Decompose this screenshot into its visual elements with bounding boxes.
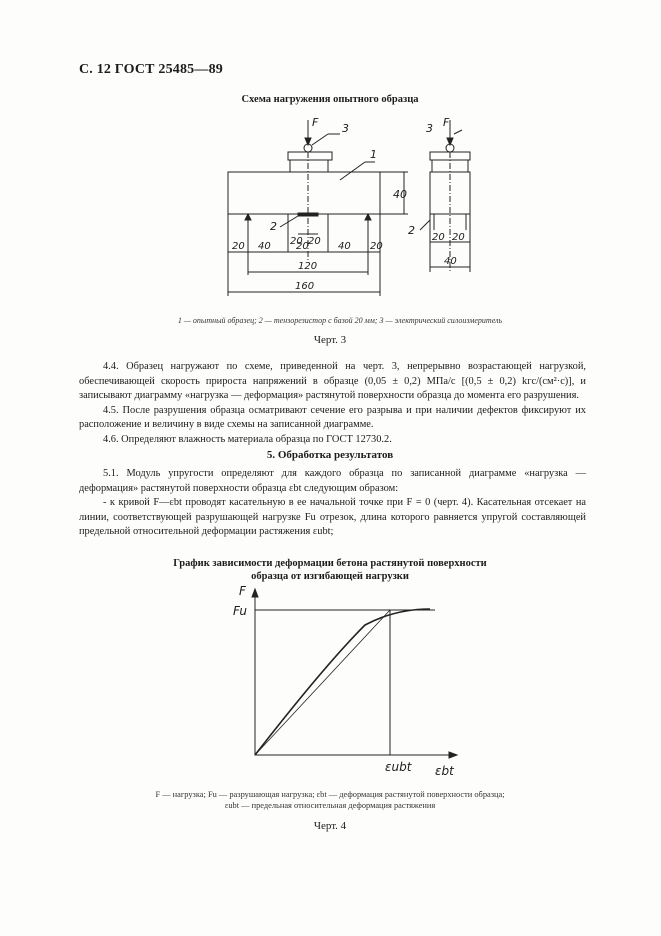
figure-4-title-1: График зависимости деформации бетона растянутой поверхности xyxy=(173,558,487,569)
figure-4-legend-2: εubt — предельная относительная деформация растяжения xyxy=(224,801,436,810)
figure-4-legend xyxy=(120,789,540,811)
fu-label: Fu xyxy=(233,604,248,618)
dim-20b: 20 xyxy=(308,236,321,247)
dim-40-side: 40 xyxy=(444,256,457,267)
paragraph-4-6: 4.6. Определяют влажность материала образца по ГОСТ 12730.2. xyxy=(103,433,392,445)
dim-20c: 20 xyxy=(232,241,245,252)
specimen-beam xyxy=(228,172,380,214)
label-3: 3 xyxy=(342,122,349,135)
strain-gauge xyxy=(298,213,318,216)
label-3-side: 3 xyxy=(426,122,433,135)
section-5-title: 5. Обработка результатов xyxy=(266,449,394,461)
dim-20d: 20 xyxy=(296,241,309,252)
axis-x-label: εbt xyxy=(435,764,454,778)
paragraph-5-1b: - к кривой F—εbt проводят касательную в ее начальной точке при F = 0 (черт. 4). Касательная отсекает на линии, соответствующей разрушающей нагрузке Fu отрезок, длина которого равняется упругой составляющей предельной относительной деформации растяжения εubt; xyxy=(79,497,586,537)
dim-20a: 20 xyxy=(290,236,303,247)
figure-4-title-2: образца от изгибающей нагрузки xyxy=(251,571,409,582)
dim-20e: 20 xyxy=(370,241,383,252)
section-5-body xyxy=(79,467,586,540)
page-header: С. 12 ГОСТ 25485—89 xyxy=(79,62,223,77)
dim-20-side-a: 20 xyxy=(432,232,445,243)
dim-40: 40 xyxy=(393,188,407,201)
figure-4-caption: Черт. 4 xyxy=(313,820,347,832)
label-2-side: 2 xyxy=(408,224,415,237)
dim-120: 120 xyxy=(298,261,318,272)
paragraphs-4 xyxy=(79,360,586,447)
paragraph-4-5: 4.5. После разрушения образца осматривают сечение его разрыва и при наличии дефектов фиксируют их расположение и величину в виде схемы на записанной диаграмме. xyxy=(79,404,586,430)
eubt-label: εubt xyxy=(385,760,412,774)
label-force: F xyxy=(312,116,319,129)
figure-4-legend-1: F — нагрузка; Fu — разрушающая нагрузка; εbt — деформация растянутой поверхности образца; xyxy=(155,790,505,799)
dim-160: 160 xyxy=(295,281,315,292)
tangent-line xyxy=(255,610,390,755)
figure-3-legend: 1 — опытный образец; 2 — тензорезистор с базой 20 мм; 3 — электрический силоизмеритель xyxy=(177,316,503,325)
figure-3-caption: Черт. 3 xyxy=(313,334,347,346)
paragraph-5-1: 5.1. Модуль упругости определяют для каждого образца по записанной диаграмме «нагрузка — деформация» растянутой поверхности образца εbt следующим образом: xyxy=(79,468,586,494)
figure-3-title: Схема нагружения опытного образца xyxy=(241,94,419,105)
paragraph-4-4: 4.4. Образец нагружают по схеме, приведенной на черт. 3, непрерывно возрастающей нагрузкой, обеспечивающей скорость прироста напряжений в образце (0,05 ± 0,2) МПа/с [(0,5 ± 0,2) kгс/(см²·с)], и записывают диаграмму «нагрузка — деформация» растянутой поверхности образца до момента его разрушения. xyxy=(79,361,586,401)
dim-40a: 40 xyxy=(258,241,271,252)
label-force-side: F xyxy=(443,116,450,129)
figure-4-graph xyxy=(225,585,485,785)
label-1: 1 xyxy=(370,148,377,161)
figure-3-diagram xyxy=(200,112,500,312)
label-2: 2 xyxy=(270,220,277,233)
axis-y-label: F xyxy=(239,585,246,598)
load-deformation-curve xyxy=(255,609,430,755)
dim-40b: 40 xyxy=(338,241,351,252)
dim-20-side-b: 20 xyxy=(452,232,465,243)
